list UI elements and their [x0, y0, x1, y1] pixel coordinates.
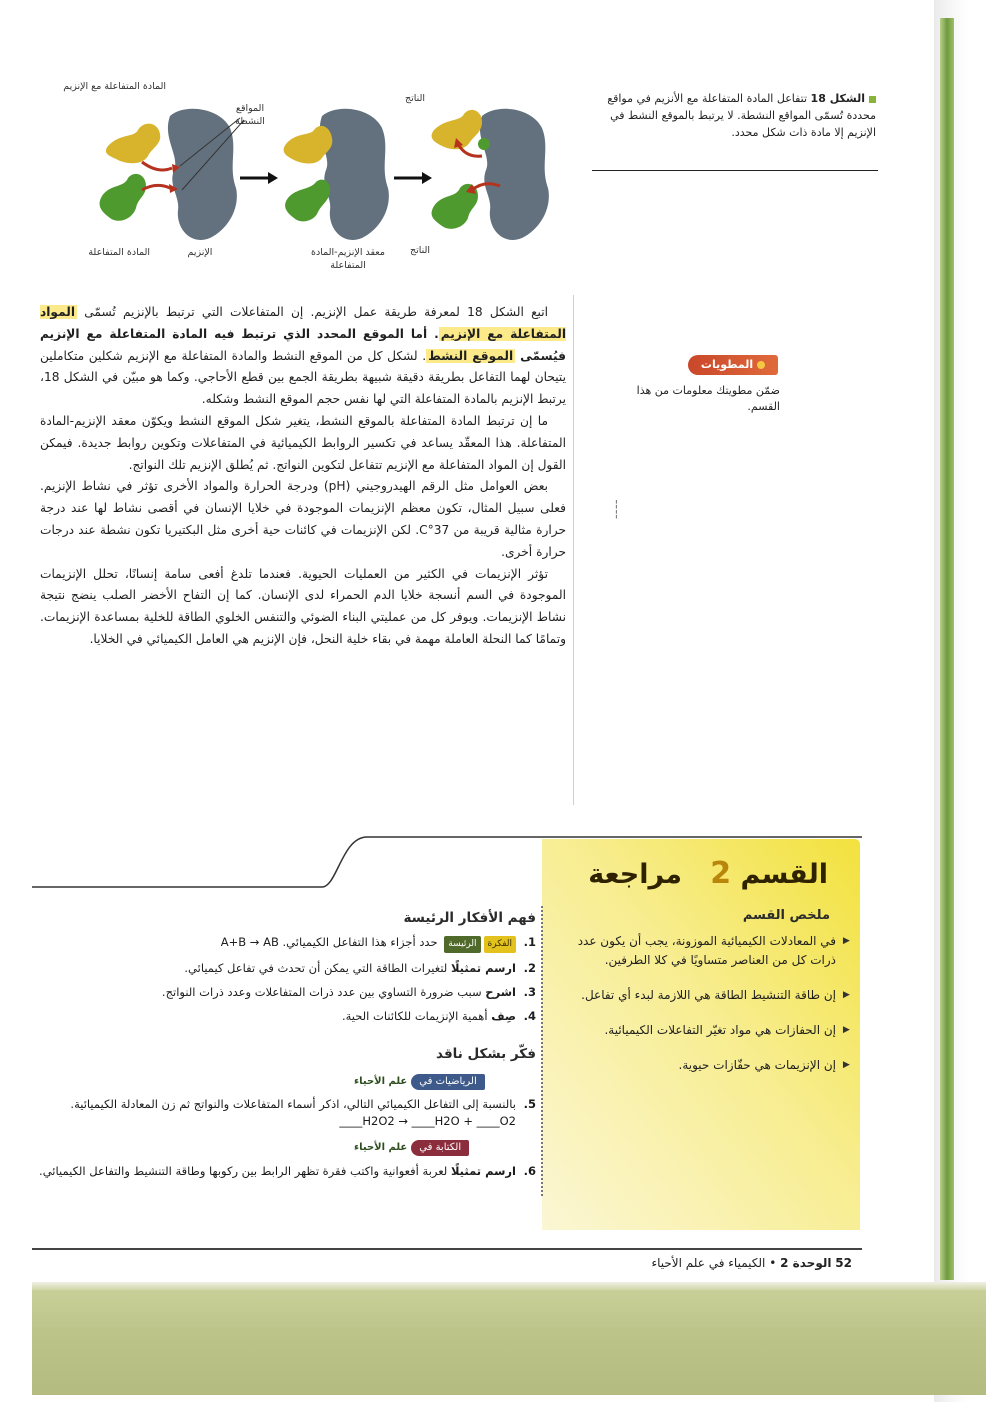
- questions-list: [36, 934, 536, 1032]
- enzyme-shape-2: [320, 109, 389, 240]
- summary-item: ◀ إن طاقة التنشيط الطاقة هي اللازمة لبدء أي تفاعل.: [566, 986, 850, 1005]
- term-substrate: المواد المتفاعلة مع الإنزيم: [40, 305, 567, 341]
- page-number: 52: [835, 1256, 852, 1270]
- math-in-biology-tag: الرياضيات فيعلم الأحياء: [350, 1074, 485, 1090]
- summary-title: ملخص القسم: [742, 908, 830, 923]
- arrow-yellow-1: [142, 162, 172, 170]
- label-product-bottom: الناتج: [409, 245, 431, 256]
- main-idea-tag: الفكرة: [484, 936, 516, 953]
- bottom-color-band: [32, 1290, 986, 1395]
- paragraph-1: اتبع الشكل 18 لمعرفة طريقة عمل الإنزيم. إن المتفاعلات التي ترتبط بالإنزيم تُسمّى المواد المتفاعلة مع الإنزيم. أما الموقع المحدد الذي ترتبط فيه المادة المتفاعلة مع الإنزيم فيُسمّى الموقع النشط. لشكل كل من الموقع النشط والمادة المتفاعلة مع الإنزيم شكلين متكاملين يتيحان لهما التفاعل بطريقة دقيقة شبيهة بطريقة الجمع بين قطع الأحاجي. وكما هو مبيّن في الشكل 18، يرتبط الإنزيم بالمادة المتفاعلة التي لها نفس حجم الموقع النشط وشكله.: [40, 305, 567, 407]
- question-6: 6. ارسم تمثيلًا لعربة أفعوانية واكتب فقرة تظهر الرابط بين ركوبها وطاقة التنشيط والتفاعل الكيميائي.: [39, 1164, 536, 1178]
- arrow-green-1: [142, 185, 170, 190]
- substrate-yellow-2: [284, 126, 333, 164]
- footer-unit: الوحدة 2: [780, 1256, 832, 1270]
- step-arrowhead-2: [422, 172, 432, 184]
- figure-caption: [590, 90, 876, 141]
- question-4: 4. صِف أهمية الإنزيمات للكائنات الحية.: [341, 1009, 536, 1023]
- body-text: [40, 302, 566, 651]
- summary-item: ◀ إن الإنزيمات هي حفّازات حيوية.: [566, 1056, 850, 1075]
- question-3: 3. اشرح سبب ضرورة التساوي بين عدد ذرات المتفاعلات وعدد ذرات النواتج.: [161, 985, 536, 999]
- footer-separator: •: [769, 1256, 777, 1270]
- dotted-separator: [541, 906, 543, 1196]
- caption-label: الشكل 18: [810, 92, 865, 105]
- summary-item: ◀ في المعادلات الكيميائية الموزونة، يجب أن يكون عدد ذرات كل من العناصر متساويًا في كلا الطرفين.: [566, 932, 850, 970]
- foldables-text: ضمّن مطويتك معلومات من هذا القسم.: [636, 384, 780, 413]
- margin-mark: ¦ ¦: [614, 499, 618, 520]
- main-ideas-title: فهم الأفكار الرئيسة: [403, 910, 536, 926]
- product-green-small: [478, 138, 490, 150]
- critical-thinking-title: فكّر بشكل ناقد: [436, 1046, 536, 1062]
- label-complex: معقد الإنزيم-المادة المتفاعلة: [311, 247, 385, 271]
- caption-text: تتفاعل المادة المتفاعلة مع الأنزيم في مواقع محددة تُسمّى المواقع النشطة. لا يرتبط بالموقع النشط في الإنزيم إلا مادة ذات شكل محدد.: [607, 92, 876, 139]
- enzyme-figure: [63, 78, 560, 278]
- summary-item: ◀ إن الحفازات هي مواد تغيّر التفاعلات الكيميائية.: [566, 1021, 850, 1040]
- question-2: 2. ارسم تمثيلًا لتغيرات الطاقة التي يمكن أن تحدث في تفاعل كيميائي.: [184, 961, 536, 975]
- label-enzyme: الإنزيم: [187, 247, 213, 258]
- caption-bullet-icon: [869, 96, 876, 103]
- substrate-green-2: [285, 180, 330, 222]
- summary-list: [566, 932, 850, 1091]
- paragraph-3: بعض العوامل مثل الرقم الهيدروجيني (pH) ودرجة الحرارة والمواد الأخرى تؤثر في نشاط الإنزيم. فعلى سبيل المثال، تكون معظم الإنزيمات الموجودة في خلايا الإنسان في أقصى نشاط لها عند درجة حرارة مثالية قريبة من 37°C. لكن الإنزيمات في كائنات حية أخرى مثل البكتيريا تكون نشطة عند درجات حرارة أخرى.: [40, 479, 566, 559]
- label-substrate-bottom: المادة المتفاعلة: [88, 247, 150, 258]
- review-title: القسم 2 مراجعة: [588, 856, 828, 891]
- footer-title: الكيمياء في علم الأحياء: [651, 1256, 766, 1270]
- column-divider: [573, 295, 574, 805]
- label-product-top: الناتج: [404, 93, 426, 104]
- equation: ____H2O2 → ____H2O + ____O2: [339, 1114, 516, 1128]
- enzyme-shape-3: [480, 109, 549, 240]
- label-substrate-enzyme: المادة المتفاعلة مع الإنزيم: [63, 81, 166, 92]
- question-5: 5. بالنسبة إلى التفاعل الكيميائي التالي، اذكر أسماء المتفاعلات والنواتج ثم زن المعادلة الكيميائية. ____H2O2 → ____H2O + ____O2: [70, 1097, 536, 1128]
- foldables-icon: [757, 361, 765, 369]
- label-active-sites: المواقع النشطة: [235, 103, 265, 127]
- question-1: 1. الفكرةالرئيسة حدد أجزاء هذا التفاعل الكيميائي. A+B → AB: [36, 934, 536, 953]
- caption-rule: [592, 170, 878, 171]
- foldables-tag: المطويات: [688, 355, 778, 375]
- paragraph-2: ما إن ترتبط المادة المتفاعلة بالموقع النشط، يتغير شكل الموقع النشط ويكوّن معقد الإنزيم-المادة المتفاعلة. هذا المعقّد يساعد في تكسير الروابط الكيميائية في المتفاعلات وتكوين روابط جديدة. فيمكن القول إن المواد المتفاعلة مع الإنزيم تتفاعل لتكوين النواتج. ثم يُطلق الإنزيم تلك النواتج.: [40, 413, 566, 472]
- green-margin-strip: [940, 18, 954, 1280]
- paragraph-4: تؤثر الإنزيمات في الكثير من العمليات الحيوية. فعندما تلدغ أفعى سامة إنسانًا، تحلل الإنزيمات الموجودة في السم أنسجة خلايا الدم الحمراء لدى الإنسان. كما إن التفاح الأخضر الصلب ينضج نتيجة نشاط الإنزيمات. ويوفر كل من عمليتي البناء الضوئي والتنفس الخلوي الطاقة للخلية بمساعدة الإنزيمات. وتمامًا كما النحلة العاملة مهمة في بقاء خلية النحل، فإن الإنزيم هي العامل الكيميائي في الخلايا.: [40, 566, 566, 646]
- section-number: 2: [710, 856, 732, 891]
- main-idea-tag-2: الرئيسة: [444, 936, 480, 953]
- page-footer: [600, 1256, 862, 1270]
- writing-in-biology-tag: الكتابة فيعلم الأحياء: [350, 1140, 469, 1156]
- footer-rule: [32, 1248, 862, 1250]
- term-active-site: الموقع النشط: [428, 348, 514, 363]
- substrate-yellow-1: [106, 124, 160, 164]
- step-arrowhead-1: [268, 172, 278, 184]
- substrate-green-1: [100, 174, 146, 221]
